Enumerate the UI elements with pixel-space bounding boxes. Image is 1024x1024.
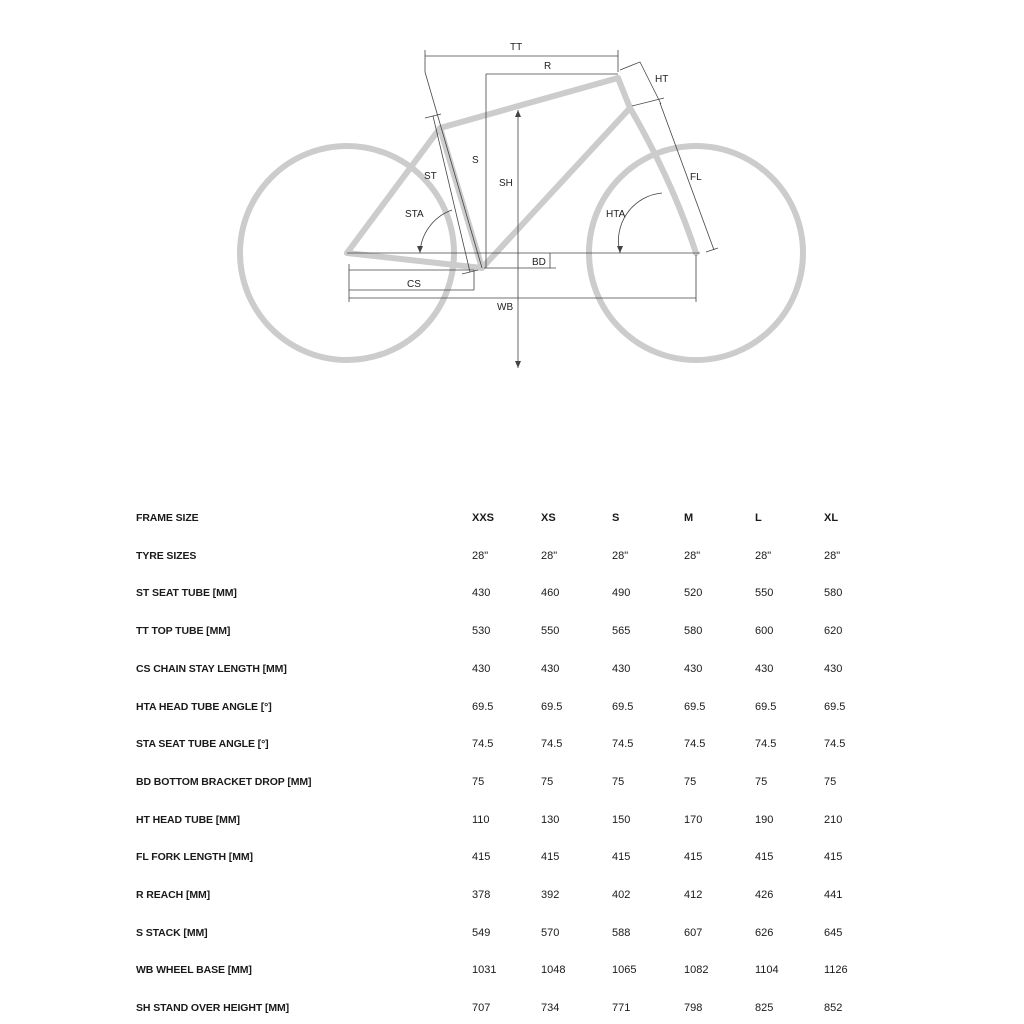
table-cell: 28" xyxy=(612,550,629,562)
table-cell: 1065 xyxy=(612,964,637,976)
table-cell: 170 xyxy=(684,814,703,826)
table-cell: 565 xyxy=(612,625,631,637)
table-cell: 210 xyxy=(824,814,843,826)
table-cell: 426 xyxy=(755,889,774,901)
table-cell: 460 xyxy=(541,587,560,599)
sh-label: SH xyxy=(499,178,513,189)
table-cell: 415 xyxy=(541,851,560,863)
table-cell: 430 xyxy=(755,663,774,675)
frame-size-header: FRAME SIZE xyxy=(136,512,199,524)
table-cell: 580 xyxy=(824,587,843,599)
table-cell: 402 xyxy=(612,889,631,901)
table-cell: 75 xyxy=(541,776,554,788)
table-cell: 520 xyxy=(684,587,703,599)
table-cell: 430 xyxy=(684,663,703,675)
table-cell: 530 xyxy=(472,625,491,637)
fl-label: FL xyxy=(690,172,702,183)
table-cell: 392 xyxy=(541,889,560,901)
row-label: HT HEAD TUBE [MM] xyxy=(136,814,240,826)
table-cell: 75 xyxy=(684,776,697,788)
size-header-cell: XXS xyxy=(472,512,495,524)
table-cell: 798 xyxy=(684,1002,703,1014)
row-label: FL FORK LENGTH [MM] xyxy=(136,851,253,863)
st-label: ST xyxy=(424,171,437,182)
table-cell: 110 xyxy=(472,814,490,826)
row-label: BD BOTTOM BRACKET DROP [MM] xyxy=(136,776,312,788)
table-cell: 707 xyxy=(472,1002,491,1014)
table-cell: 607 xyxy=(684,927,703,939)
table-cell: 28" xyxy=(684,550,701,562)
table-cell: 69.5 xyxy=(541,701,563,713)
table-cell: 415 xyxy=(612,851,631,863)
table-cell: 74.5 xyxy=(684,738,706,750)
table-cell: 441 xyxy=(824,889,843,901)
table-cell: 1126 xyxy=(824,964,848,976)
table-cell: 852 xyxy=(824,1002,843,1014)
table-cell: 74.5 xyxy=(612,738,634,750)
table-cell: 75 xyxy=(472,776,485,788)
size-header-cell: S xyxy=(612,512,620,524)
table-cell: 74.5 xyxy=(755,738,777,750)
table-cell: 570 xyxy=(541,927,560,939)
table-cell: 430 xyxy=(612,663,631,675)
sta-label: STA xyxy=(405,209,424,220)
row-label: CS CHAIN STAY LENGTH [MM] xyxy=(136,663,287,675)
row-label: TT TOP TUBE [MM] xyxy=(136,625,231,637)
table-cell: 69.5 xyxy=(755,701,777,713)
row-label: S STACK [MM] xyxy=(136,927,208,939)
table-cell: 69.5 xyxy=(684,701,706,713)
table-cell: 150 xyxy=(612,814,631,826)
size-header-cell: XL xyxy=(824,512,839,524)
table-cell: 550 xyxy=(755,587,774,599)
table-cell: 645 xyxy=(824,927,843,939)
hta-label: HTA xyxy=(606,209,626,220)
table-cell: 69.5 xyxy=(472,701,494,713)
row-label: HTA HEAD TUBE ANGLE [°] xyxy=(136,701,272,713)
table-cell: 550 xyxy=(541,625,560,637)
table-cell: 490 xyxy=(612,587,631,599)
row-label: R REACH [MM] xyxy=(136,889,211,901)
table-cell: 415 xyxy=(755,851,774,863)
table-cell: 588 xyxy=(612,927,631,939)
table-cell: 1104 xyxy=(755,964,779,976)
table-cell: 378 xyxy=(472,889,491,901)
row-label: SH STAND OVER HEIGHT [MM] xyxy=(136,1002,290,1014)
size-header-cell: M xyxy=(684,512,694,524)
table-cell: 825 xyxy=(755,1002,774,1014)
table-cell: 415 xyxy=(824,851,843,863)
bd-label: BD xyxy=(532,257,546,268)
table-cell: 430 xyxy=(541,663,560,675)
table-cell: 734 xyxy=(541,1002,560,1014)
table-cell: 74.5 xyxy=(541,738,563,750)
row-label: STA SEAT TUBE ANGLE [°] xyxy=(136,738,269,750)
table-cell: 28" xyxy=(755,550,772,562)
row-label: WB WHEEL BASE [MM] xyxy=(136,964,252,976)
table-cell: 430 xyxy=(824,663,843,675)
r-label: R xyxy=(544,61,552,72)
table-cell: 771 xyxy=(612,1002,631,1014)
table-cell: 580 xyxy=(684,625,703,637)
table-cell: 130 xyxy=(541,814,560,826)
table-cell: 600 xyxy=(755,625,774,637)
table-cell: 28" xyxy=(541,550,558,562)
table-cell: 412 xyxy=(684,889,703,901)
cs-label: CS xyxy=(407,279,421,290)
table-cell: 75 xyxy=(755,776,768,788)
table-cell: 415 xyxy=(684,851,703,863)
table-cell: 190 xyxy=(755,814,774,826)
tt-label: TT xyxy=(510,42,523,53)
table-cell: 1031 xyxy=(472,964,497,976)
table-cell: 74.5 xyxy=(824,738,846,750)
ht-label: HT xyxy=(655,74,669,85)
row-label: ST SEAT TUBE [MM] xyxy=(136,587,237,599)
table-cell: 626 xyxy=(755,927,774,939)
wb-label: WB xyxy=(497,302,514,313)
table-cell: 28" xyxy=(824,550,841,562)
s-label: S xyxy=(472,155,479,166)
table-cell: 620 xyxy=(824,625,843,637)
table-cell: 69.5 xyxy=(612,701,634,713)
table-cell: 74.5 xyxy=(472,738,494,750)
table-cell: 75 xyxy=(612,776,625,788)
table-cell: 430 xyxy=(472,587,491,599)
size-header-cell: XS xyxy=(541,512,556,524)
table-cell: 69.5 xyxy=(824,701,846,713)
table-cell: 549 xyxy=(472,927,491,939)
table-cell: 1048 xyxy=(541,964,566,976)
table-cell: 28" xyxy=(472,550,489,562)
table-cell: 75 xyxy=(824,776,837,788)
table-cell: 1082 xyxy=(684,964,709,976)
size-header-cell: L xyxy=(755,512,762,524)
row-label: TYRE SIZES xyxy=(136,550,197,562)
table-cell: 430 xyxy=(472,663,491,675)
table-cell: 415 xyxy=(472,851,491,863)
